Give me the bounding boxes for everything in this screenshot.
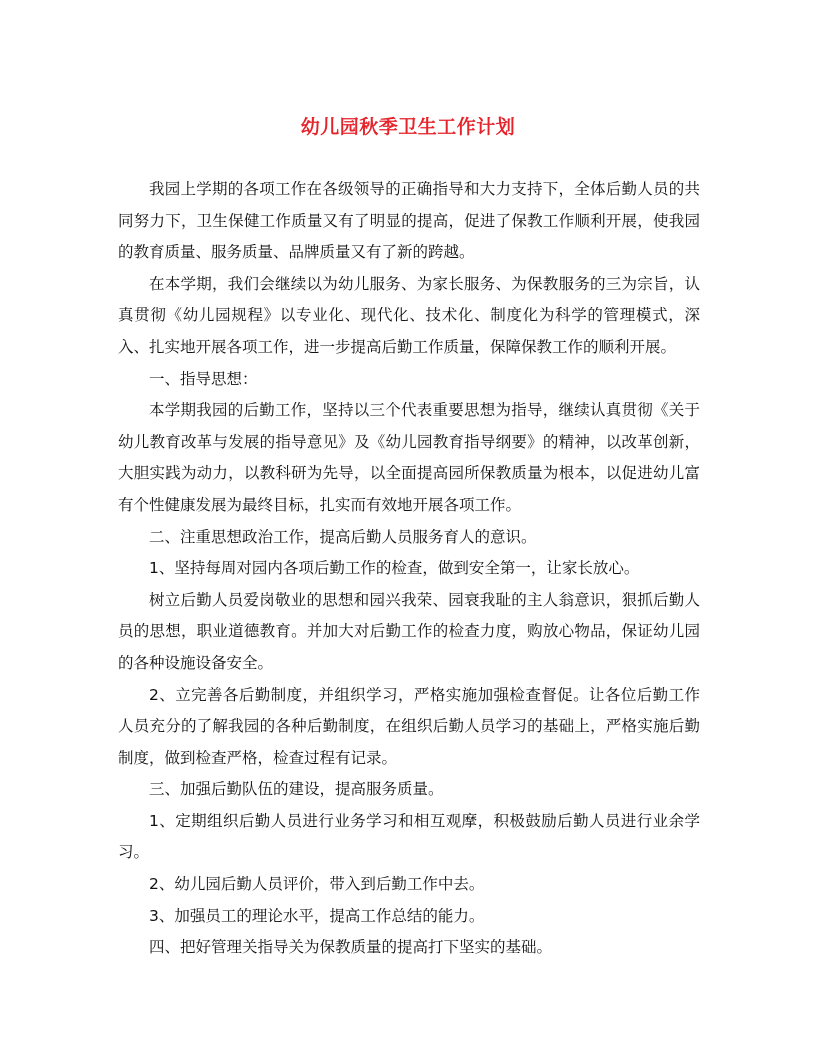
list-item-theory-level: 3、加强员工的理论水平，提高工作总结的能力。 <box>149 906 485 925</box>
paragraph-intro: 我园上学期的各项工作在各级领导的正确指导和大力支持下，全体后勤人员的共同努力下，卫生保健工作质量又有了明显的提高，促进了保教工作顺利开展，使我园的教育质量、服务质量、品牌质量又有了新的跨越。 <box>118 180 700 262</box>
section-heading-team-building: 三、加强后勤队伍的建设，提高服务质量。 <box>149 780 444 799</box>
paragraph-staff-ethics: 树立后勤人员爱岗敬业的思想和园兴我荣、园衰我耻的主人翁意识，狠抓后勤人员的思想，职业道德教育。并加大对后勤工作的检查力度，购放心物品，保证幼儿园的各种设施设备安全。 <box>118 590 700 672</box>
section-heading-management: 四、把好管理关指导关为保教质量的提高打下坚实的基础。 <box>149 938 553 957</box>
list-item-weekly-check: 1、坚持每周对园内各项后勤工作的检查，做到安全第一，让家长放心。 <box>149 559 640 578</box>
document-title: 幼儿园秋季卫生工作计划 <box>300 116 516 138</box>
paragraph-semester-goal: 在本学期，我们会继续以为幼儿服务、为家长服务、为保教服务的三为宗旨，认真贯彻《幼儿园规程》以专业化、现代化、技术化、制度化为科学的管理模式，深入、扎实地开展各项工作，进一步提高后勤工作质量，保障保教工作的顺利开展。 <box>118 274 700 356</box>
list-item-staff-evaluation: 2、幼儿园后勤人员评价，带入到后勤工作中去。 <box>149 875 485 894</box>
list-item-regular-study: 1、定期组织后勤人员进行业务学习和相互观摩，积极鼓励后勤人员进行业余学习。 <box>118 811 700 862</box>
document-body <box>118 174 700 964</box>
section-heading-political-work: 二、注重思想政治工作，提高后勤人员服务育人的意识。 <box>149 527 537 546</box>
section-heading-guiding-ideology: 一、指导思想： <box>149 369 258 388</box>
list-item-logistics-rules: 2、立完善各后勤制度，并组织学习，严格实施加强检查督促。让各位后勤工作人员充分的了解我园的各种后勤制度，在组织后勤人员学习的基础上，严格实施后勤制度，做到检查严格，检查过程有记录。 <box>118 685 700 767</box>
paragraph-guiding-ideology: 本学期我园的后勤工作，坚持以三个代表重要思想为指导，继续认真贯彻《关于幼儿教育改革与发展的指导意见》及《幼儿园教育指导纲要》的精神，以改革创新，大胆实践为动力，以教科研为先导，以全面提高园所保教质量为根本，以促进幼儿富有个性健康发展为最终目标，扎实而有效地开展各项工作。 <box>118 401 700 514</box>
